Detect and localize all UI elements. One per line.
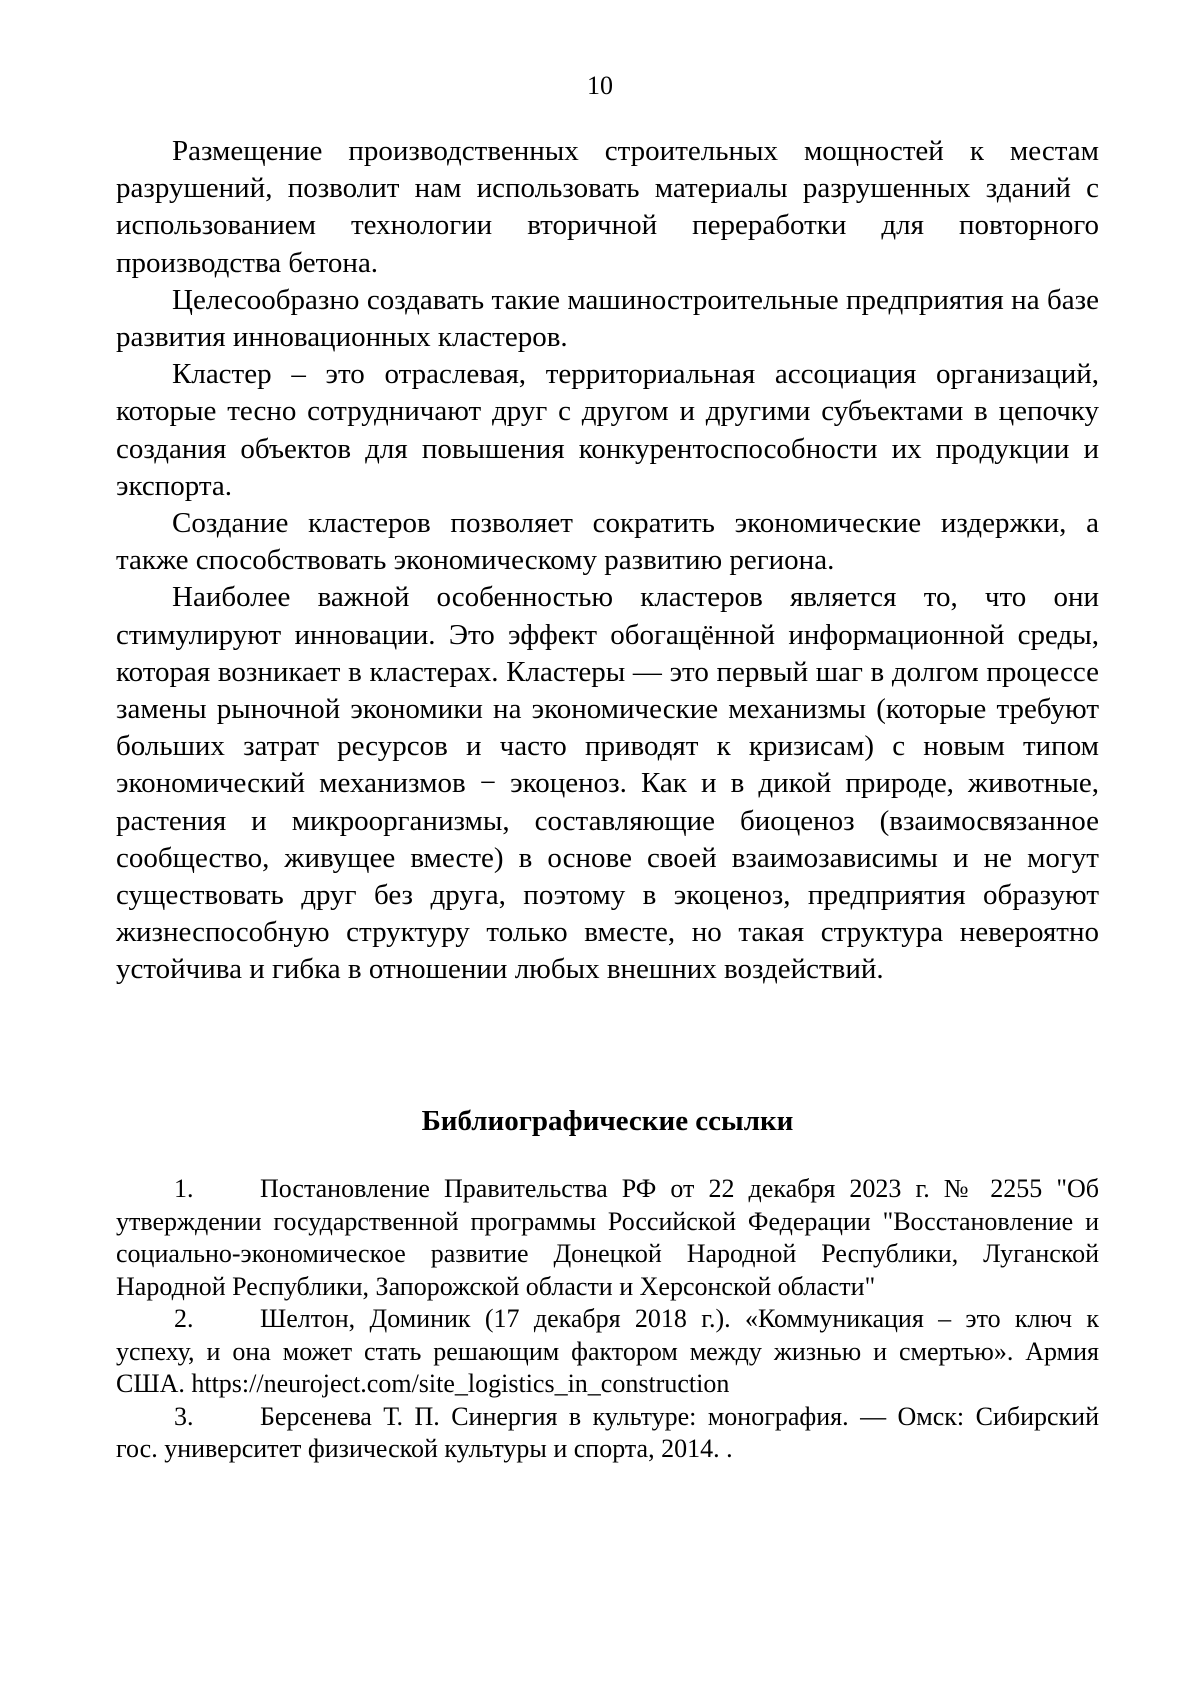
- bibliography-item-number: 3.: [174, 1401, 194, 1431]
- bibliography-item-number: 2.: [174, 1304, 194, 1333]
- bibliography-item: [116, 1303, 1099, 1401]
- bibliography-heading: Библиографические ссылки: [421, 1105, 794, 1137]
- bibliography-list: [116, 1173, 1099, 1466]
- bibliography-item-text: Постановление Правительства РФ от 22 декабря 2023 г. № 2255 "Об утверждении государственной программы Российской Федерации "Восстановление и социально-экономическое развитие Донецкой Народной Республики, Луганской Народной Республики, Запорожской области и Херсонской области": [116, 1174, 1099, 1301]
- body-text: [116, 133, 1099, 989]
- paragraph: Наиболее важной особенностью кластеров является то, что они стимулируют инновации. Это эффект обогащённой информационной среды, которая возникает в кластерах. Кластеры — это первый шаг в долгом процессе замены рыночной экономики на экономические механизмы (которые требуют больших затрат ресурсов и часто приводят к кризисам) с новым типом экономический механизмов − экоценоз. Как и в дикой природе, животные, растения и микроорганизмы, составляющие биоценоз (взаимосвязанное сообщество, живущее вместе) в основе своей взаимозависимы и не могут существовать друг без друга, поэтому в экоценоз, предприятия образуют жизнеспособную структуру только вместе, но такая структура невероятно устойчива и гибка в отношении любых внешних воздействий.: [116, 581, 1099, 986]
- paragraph: Кластер – это отраслевая, территориальная ассоциация организаций, которые тесно сотрудничают друг с другом и другими субъектами в цепочку создания объектов для повышения конкурентоспособности их продукции и экспорта.: [116, 358, 1099, 502]
- bibliography-item-text: Берсенева Т. П. Синергия в культуре: монография. — Омск: Сибирский гос. университет физической культуры и спорта, 2014. .: [116, 1401, 1099, 1463]
- page-number: 10: [587, 71, 613, 100]
- paragraph: Размещение производственных строительных мощностей к местам разрушений, позволит нам использовать материалы разрушенных зданий с использованием технологии вторичной переработки для повторного производства бетона.: [116, 135, 1099, 279]
- bibliography-item-text: Шелтон, Доминик (17 декабря 2018 г.). «Коммуникация – это ключ к успеху, и она может стать решающим фактором между жизнью и смертью». Армия США. https://neuroject.com/site_logistics_in_construction: [116, 1304, 1099, 1398]
- bibliography-item: [116, 1401, 1099, 1466]
- bibliography-item: [116, 1173, 1099, 1303]
- paragraph: Целесообразно создавать такие машиностроительные предприятия на базе развития инновационных кластеров.: [116, 283, 1099, 354]
- bibliography-item-number: 1.: [174, 1174, 194, 1203]
- paragraph: Создание кластеров позволяет сократить экономические издержки, а также способствовать экономическому развитию региона.: [116, 507, 1099, 577]
